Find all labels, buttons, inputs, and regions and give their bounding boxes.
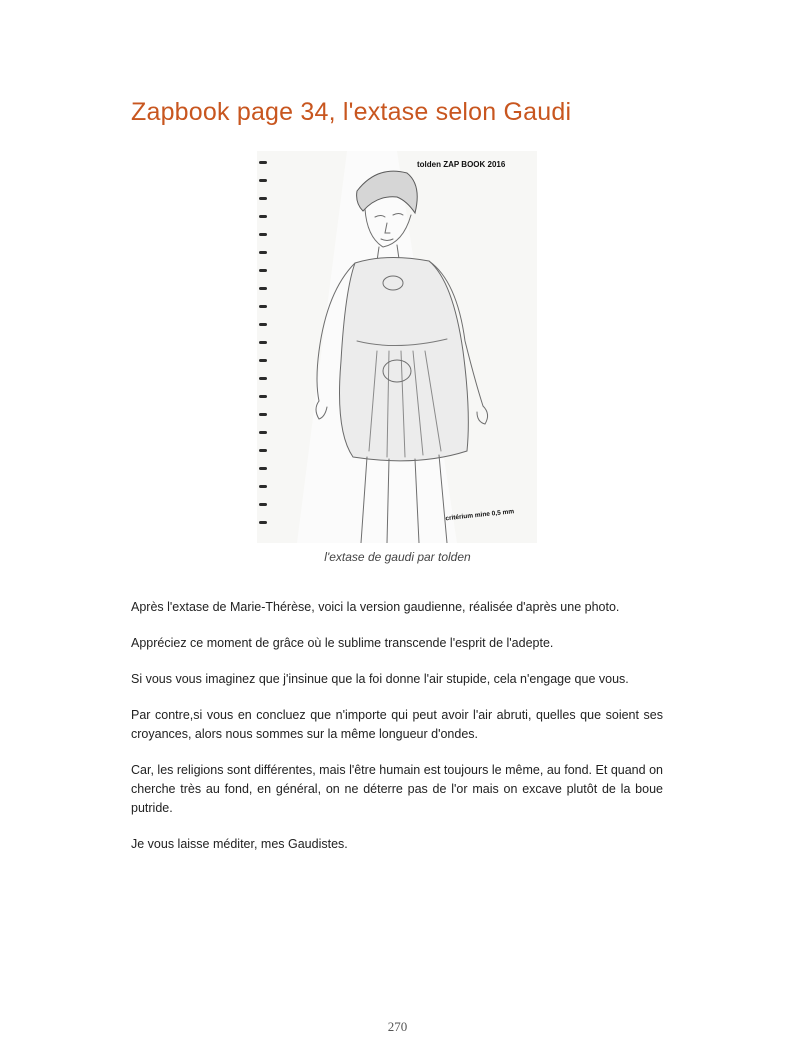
article-body [131, 598, 663, 871]
paragraph: Appréciez ce moment de grâce où le sublime transcende l'esprit de l'adepte. [131, 636, 554, 650]
paragraph: Par contre,si vous en concluez que n'importe qui peut avoir l'air abruti, quelles que soient ses croyances, alors nous sommes sur la même longueur d'ondes. [131, 708, 663, 741]
sketch-pen-note: critérium mine 0,5 mm [445, 508, 515, 523]
page-title: Zapbook page 34, l'extase selon Gaudi [131, 98, 572, 126]
paragraph: Je vous laisse méditer, mes Gaudistes. [131, 837, 348, 851]
page-number: 270 [387, 1019, 408, 1034]
paragraph: Après l'extase de Marie-Thérèse, voici la version gaudienne, réalisée d'après une photo. [131, 600, 620, 614]
sketch-image [257, 151, 537, 543]
paragraph: Si vous vous imaginez que j'insinue que la foi donne l'air stupide, cela n'engage que vous. [131, 672, 629, 686]
spiral-binding [259, 161, 267, 524]
sketch-header-text: tolden ZAP BOOK 2016 [417, 160, 506, 169]
paragraph: Car, les religions sont différentes, mais l'être humain est toujours le même, au fond. Et quand on cherche très au fond, en général, on ne déterre pas de l'or mais on excave plutôt de la boue putride. [131, 763, 663, 815]
figure-caption: l'extase de gaudi par tolden [324, 550, 471, 564]
